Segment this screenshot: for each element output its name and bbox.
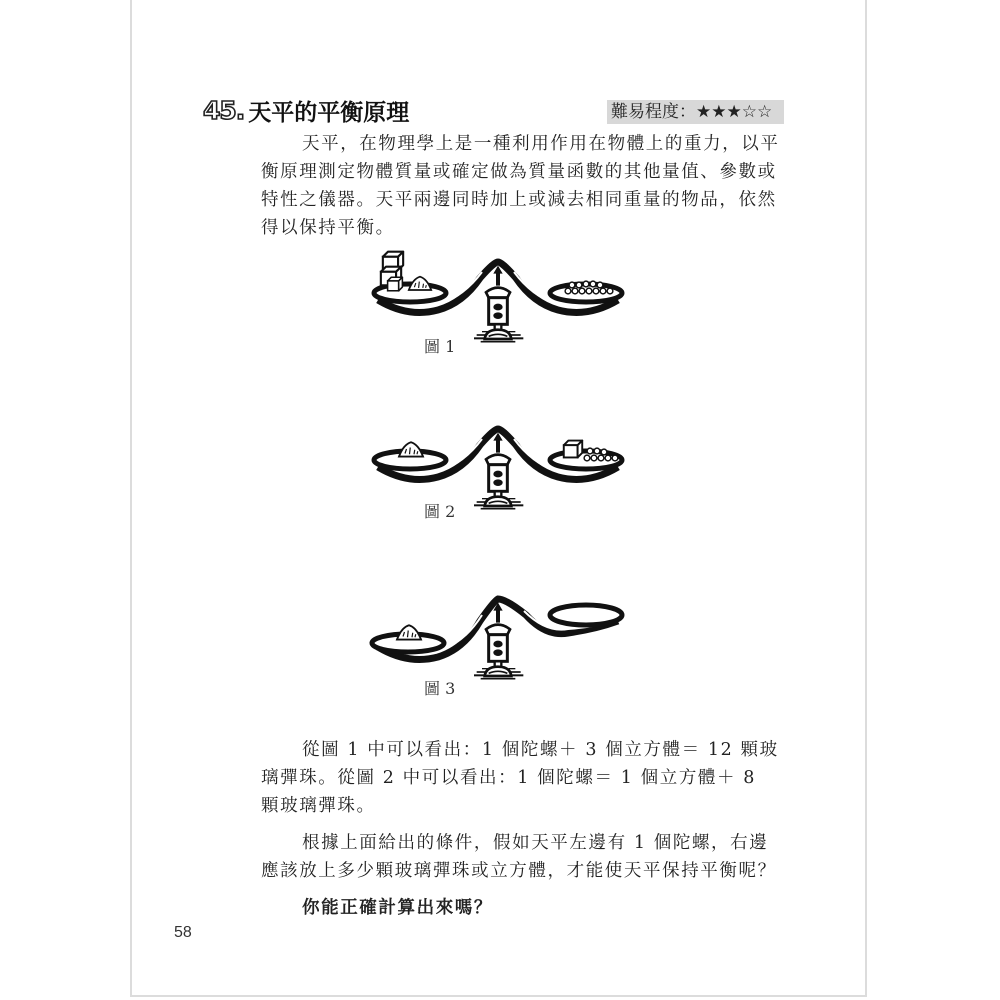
figure-1-caption: 圖 1	[424, 337, 456, 356]
body-paragraphs	[261, 736, 781, 922]
page-number: 58	[174, 924, 192, 941]
figure-3-caption: 圖 3	[424, 679, 456, 698]
question-paragraph: 根據上面給出的條件，假如天平左邊有 1 個陀螺，右邊應該放上多少顆玻璃彈珠或立方體，才能使天平保持平衡呢？	[261, 833, 777, 881]
intro-text: 天平，在物理學上是一種利用作用在物體上的重力，以平衡原理測定物體質量或確定做為質量函數的其他量值、參數或特性之儀器。天平兩邊同時加上或減去相同重量的物品，依然得以保持平衡。	[261, 134, 780, 238]
puzzle-title	[203, 93, 409, 127]
difficulty-badge	[607, 100, 784, 124]
intro-paragraph	[261, 130, 781, 242]
difficulty-label: 難易程度：	[611, 102, 696, 122]
figure-1-scale-balanced	[368, 248, 628, 358]
puzzle-number: 45.	[203, 95, 245, 125]
challenge-line: 你能正確計算出來嗎？	[302, 898, 493, 918]
figure-2-caption: 圖 2	[424, 502, 456, 521]
observation-paragraph: 從圖 1 中可以看出：1 個陀螺＋ 3 個立方體＝ 12 顆玻璃彈珠。從圖 2 中可以看出：1 個陀螺＝ 1 個立方體＋ 8 顆玻璃彈珠。	[261, 740, 779, 816]
figure-2-scale-balanced	[368, 415, 628, 525]
figure-3-scale-tipped	[368, 585, 628, 698]
puzzle-title-text: 天平的平衡原理	[248, 99, 410, 126]
difficulty-stars-icon: ★★★☆☆	[696, 102, 773, 122]
